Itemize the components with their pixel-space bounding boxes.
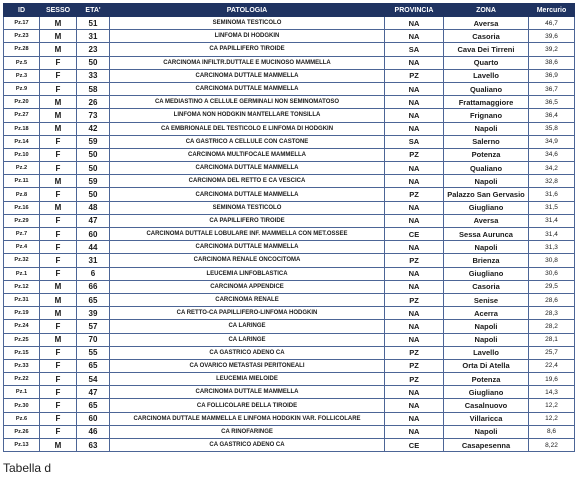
cell-zona: Salerno [444, 135, 529, 148]
cell-mercurio: 31,4 [529, 214, 575, 227]
cell-id: Pz.8 [4, 188, 40, 201]
cell-id: Pz.19 [4, 307, 40, 320]
cell-eta: 70 [77, 333, 110, 346]
cell-patologia: CARCINOMA DUTTALE MAMMELLA [110, 82, 385, 95]
cell-zona: Qualiano [444, 82, 529, 95]
table-caption: Tabella d [3, 461, 52, 475]
cell-id: Pz.29 [4, 214, 40, 227]
cell-mercurio: 38,6 [529, 56, 575, 69]
cell-eta: 60 [77, 228, 110, 241]
cell-eta: 31 [77, 30, 110, 43]
table-row [4, 412, 575, 425]
cell-zona: Aversa [444, 214, 529, 227]
cell-sesso: M [40, 439, 77, 452]
cell-mercurio: 30,6 [529, 267, 575, 280]
cell-id: Pz.15 [4, 346, 40, 359]
cell-provincia: NA [385, 214, 444, 227]
cell-eta: 46 [77, 425, 110, 438]
cell-id: Pz.14 [4, 135, 40, 148]
cell-id: Pz.12 [4, 280, 40, 293]
cell-eta: 48 [77, 201, 110, 214]
cell-zona: Napoli [444, 425, 529, 438]
cell-eta: 73 [77, 109, 110, 122]
cell-patologia: LEUCEMIA LINFOBLASTICA [110, 267, 385, 280]
cell-mercurio: 36,7 [529, 82, 575, 95]
cell-provincia: NA [385, 241, 444, 254]
cell-provincia: NA [385, 280, 444, 293]
cell-eta: 42 [77, 122, 110, 135]
cell-patologia: CARCINOMA APPENDICE [110, 280, 385, 293]
cell-sesso: M [40, 280, 77, 293]
cell-eta: 23 [77, 43, 110, 56]
cell-id: Pz.30 [4, 399, 40, 412]
table-row [4, 188, 575, 201]
cell-patologia: CARCINOMA DUTTALE LOBULARE INF. MAMMELLA CON MET.OSSEE [110, 228, 385, 241]
cell-id: Pz.28 [4, 43, 40, 56]
cell-provincia: NA [385, 109, 444, 122]
cell-provincia: PZ [385, 293, 444, 306]
cell-provincia: NA [385, 267, 444, 280]
cell-sesso: F [40, 162, 77, 175]
table-row [4, 320, 575, 333]
cell-patologia: CA PAPILLIFERO TIROIDE [110, 214, 385, 227]
cell-patologia: CA OVARICO METASTASI PERITONEALI [110, 359, 385, 372]
table-body [4, 17, 575, 452]
cell-eta: 63 [77, 439, 110, 452]
cell-eta: 26 [77, 96, 110, 109]
cell-eta: 50 [77, 56, 110, 69]
cell-sesso: F [40, 346, 77, 359]
cell-patologia: CA GASTRICO A CELLULE CON CASTONE [110, 135, 385, 148]
cell-zona: Senise [444, 293, 529, 306]
cell-patologia: SEMINOMA TESTICOLO [110, 17, 385, 30]
cell-mercurio: 36,5 [529, 96, 575, 109]
cell-mercurio: 28,3 [529, 307, 575, 320]
table-row [4, 69, 575, 82]
cell-mercurio: 32,8 [529, 175, 575, 188]
cell-id: Pz.9 [4, 82, 40, 95]
cell-sesso: M [40, 307, 77, 320]
table-row [4, 228, 575, 241]
cell-mercurio: 39,6 [529, 30, 575, 43]
cell-sesso: F [40, 188, 77, 201]
cell-mercurio: 36,4 [529, 109, 575, 122]
cell-mercurio: 31,3 [529, 241, 575, 254]
cell-sesso: M [40, 122, 77, 135]
cell-provincia: NA [385, 96, 444, 109]
table-row [4, 425, 575, 438]
cell-sesso: M [40, 17, 77, 30]
cell-zona: Napoli [444, 333, 529, 346]
cell-id: Pz.17 [4, 17, 40, 30]
cell-zona: Acerra [444, 307, 529, 320]
table-row [4, 214, 575, 227]
cell-id: Pz.22 [4, 373, 40, 386]
table-row [4, 399, 575, 412]
cell-zona: Lavello [444, 69, 529, 82]
patients-table [3, 3, 575, 452]
cell-zona: Villaricca [444, 412, 529, 425]
table-row [4, 162, 575, 175]
cell-provincia: NA [385, 399, 444, 412]
cell-id: Pz.18 [4, 122, 40, 135]
header-sesso: SESSO [40, 4, 77, 17]
cell-id: Pz.6 [4, 412, 40, 425]
cell-provincia: CE [385, 228, 444, 241]
cell-sesso: M [40, 293, 77, 306]
cell-patologia: CA GASTRICO ADENO CA [110, 439, 385, 452]
cell-eta: 50 [77, 148, 110, 161]
cell-patologia: CA LARINGE [110, 333, 385, 346]
cell-sesso: F [40, 69, 77, 82]
cell-zona: Potenza [444, 148, 529, 161]
cell-patologia: CARCINOMA INFILTR.DUTTALE E MUCINOSO MAMMELLA [110, 56, 385, 69]
table-row [4, 373, 575, 386]
table-row [4, 175, 575, 188]
header-zona: ZONA [444, 4, 529, 17]
cell-mercurio: 36,9 [529, 69, 575, 82]
cell-patologia: CARCINOMA DUTTALE MAMMELLA E LINFOMA HODGKIN VAR. FOLLICOLARE [110, 412, 385, 425]
cell-sesso: F [40, 56, 77, 69]
cell-zona: Lavello [444, 346, 529, 359]
cell-provincia: PZ [385, 254, 444, 267]
cell-eta: 47 [77, 386, 110, 399]
cell-mercurio: 29,5 [529, 280, 575, 293]
cell-provincia: PZ [385, 69, 444, 82]
cell-mercurio: 14,3 [529, 386, 575, 399]
cell-provincia: NA [385, 122, 444, 135]
cell-eta: 66 [77, 280, 110, 293]
cell-sesso: F [40, 425, 77, 438]
cell-mercurio: 34,2 [529, 162, 575, 175]
cell-provincia: NA [385, 175, 444, 188]
cell-provincia: PZ [385, 359, 444, 372]
cell-sesso: F [40, 386, 77, 399]
cell-eta: 51 [77, 17, 110, 30]
cell-id: Pz.25 [4, 333, 40, 346]
cell-zona: Giugliano [444, 267, 529, 280]
cell-provincia: NA [385, 162, 444, 175]
cell-patologia: CARCINOMA DUTTALE MAMMELLA [110, 188, 385, 201]
cell-provincia: NA [385, 307, 444, 320]
cell-provincia: SA [385, 43, 444, 56]
table-row [4, 254, 575, 267]
cell-eta: 59 [77, 135, 110, 148]
table-container [3, 3, 574, 452]
cell-id: Pz.16 [4, 201, 40, 214]
cell-zona: Qualiano [444, 162, 529, 175]
cell-sesso: F [40, 214, 77, 227]
table-row [4, 293, 575, 306]
cell-mercurio: 46,7 [529, 17, 575, 30]
table-header-row [4, 4, 575, 17]
table-row [4, 148, 575, 161]
header-provincia: PROVINCIA [385, 4, 444, 17]
cell-id: Pz.2 [4, 162, 40, 175]
cell-sesso: M [40, 175, 77, 188]
table-row [4, 333, 575, 346]
cell-id: Pz.32 [4, 254, 40, 267]
cell-eta: 33 [77, 69, 110, 82]
table-row [4, 346, 575, 359]
table-row [4, 96, 575, 109]
cell-eta: 65 [77, 359, 110, 372]
cell-mercurio: 30,8 [529, 254, 575, 267]
cell-patologia: CA PAPILLIFERO TIROIDE [110, 43, 385, 56]
cell-mercurio: 28,1 [529, 333, 575, 346]
cell-patologia: LEUCEMIA MIELOIDE [110, 373, 385, 386]
cell-id: Pz.24 [4, 320, 40, 333]
cell-provincia: NA [385, 333, 444, 346]
cell-id: Pz.26 [4, 425, 40, 438]
cell-eta: 6 [77, 267, 110, 280]
cell-patologia: LINFOMA DI HODGKIN [110, 30, 385, 43]
cell-zona: Casoria [444, 280, 529, 293]
cell-zona: Palazzo San Gervasio [444, 188, 529, 201]
cell-eta: 58 [77, 82, 110, 95]
cell-eta: 31 [77, 254, 110, 267]
cell-id: Pz.13 [4, 439, 40, 452]
cell-eta: 47 [77, 214, 110, 227]
cell-mercurio: 39,2 [529, 43, 575, 56]
cell-sesso: F [40, 399, 77, 412]
cell-provincia: NA [385, 56, 444, 69]
cell-zona: Napoli [444, 241, 529, 254]
cell-patologia: CARCINOMA DEL RETTO E CA VESCICA [110, 175, 385, 188]
cell-id: Pz.31 [4, 293, 40, 306]
cell-id: Pz.7 [4, 228, 40, 241]
cell-id: Pz.11 [4, 175, 40, 188]
table-row [4, 56, 575, 69]
table-row [4, 201, 575, 214]
table-row [4, 122, 575, 135]
cell-eta: 59 [77, 175, 110, 188]
cell-sesso: M [40, 43, 77, 56]
cell-provincia: NA [385, 201, 444, 214]
table-row [4, 307, 575, 320]
table-row [4, 241, 575, 254]
cell-mercurio: 25,7 [529, 346, 575, 359]
cell-zona: Casoria [444, 30, 529, 43]
cell-eta: 50 [77, 162, 110, 175]
cell-eta: 55 [77, 346, 110, 359]
cell-eta: 44 [77, 241, 110, 254]
cell-patologia: LINFOMA NON HODGKIN MANTELLARE TONSILLA [110, 109, 385, 122]
cell-sesso: F [40, 320, 77, 333]
cell-mercurio: 28,6 [529, 293, 575, 306]
cell-id: Pz.27 [4, 109, 40, 122]
cell-mercurio: 19,6 [529, 373, 575, 386]
cell-patologia: CARCINOMA DUTTALE MAMMELLA [110, 69, 385, 82]
table-row [4, 43, 575, 56]
cell-sesso: F [40, 241, 77, 254]
cell-eta: 65 [77, 293, 110, 306]
cell-sesso: M [40, 201, 77, 214]
cell-sesso: M [40, 30, 77, 43]
cell-id: Pz.20 [4, 96, 40, 109]
cell-zona: Giugliano [444, 201, 529, 214]
cell-zona: Frattamaggiore [444, 96, 529, 109]
table-row [4, 30, 575, 43]
cell-provincia: NA [385, 386, 444, 399]
cell-patologia: SEMINOMA TESTICOLO [110, 201, 385, 214]
cell-mercurio: 31,5 [529, 201, 575, 214]
cell-sesso: F [40, 359, 77, 372]
cell-zona: Casapesenna [444, 439, 529, 452]
cell-zona: Brienza [444, 254, 529, 267]
cell-provincia: SA [385, 135, 444, 148]
cell-sesso: F [40, 135, 77, 148]
cell-patologia: CA LARINGE [110, 320, 385, 333]
header-mercurio: Mercurio [529, 4, 575, 17]
cell-mercurio: 35,8 [529, 122, 575, 135]
table-row [4, 280, 575, 293]
cell-patologia: CA GASTRICO ADENO CA [110, 346, 385, 359]
cell-patologia: CARCINOMA DUTTALE MAMMELLA [110, 162, 385, 175]
cell-patologia: CARCINOMA DUTTALE MAMMELLA [110, 386, 385, 399]
cell-sesso: F [40, 373, 77, 386]
table-row [4, 439, 575, 452]
cell-id: Pz.1 [4, 267, 40, 280]
cell-mercurio: 28,2 [529, 320, 575, 333]
cell-zona: Orta Di Atella [444, 359, 529, 372]
table-row [4, 267, 575, 280]
cell-zona: Potenza [444, 373, 529, 386]
table-row [4, 17, 575, 30]
cell-mercurio: 12,2 [529, 399, 575, 412]
cell-patologia: CA MEDIASTINO A CELLULE GERMINALI NON SEMINOMATOSO [110, 96, 385, 109]
cell-id: Pz.4 [4, 241, 40, 254]
cell-provincia: PZ [385, 148, 444, 161]
cell-mercurio: 12,2 [529, 412, 575, 425]
cell-sesso: F [40, 267, 77, 280]
cell-zona: Frignano [444, 109, 529, 122]
cell-provincia: NA [385, 30, 444, 43]
cell-sesso: M [40, 333, 77, 346]
cell-id: Pz.5 [4, 56, 40, 69]
cell-zona: Napoli [444, 175, 529, 188]
table-row [4, 109, 575, 122]
cell-eta: 50 [77, 188, 110, 201]
cell-provincia: NA [385, 17, 444, 30]
cell-provincia: PZ [385, 346, 444, 359]
cell-mercurio: 34,9 [529, 135, 575, 148]
cell-zona: Cava Dei Tirreni [444, 43, 529, 56]
header-patologia: PATOLOGIA [110, 4, 385, 17]
cell-mercurio: 31,6 [529, 188, 575, 201]
cell-mercurio: 8,6 [529, 425, 575, 438]
cell-sesso: F [40, 82, 77, 95]
cell-zona: Napoli [444, 122, 529, 135]
cell-provincia: NA [385, 425, 444, 438]
cell-zona: Casalnuovo [444, 399, 529, 412]
cell-patologia: CARCINOMA DUTTALE MAMMELLA [110, 241, 385, 254]
cell-zona: Quarto [444, 56, 529, 69]
cell-patologia: CA RINOFARINGE [110, 425, 385, 438]
cell-sesso: F [40, 148, 77, 161]
cell-mercurio: 34,6 [529, 148, 575, 161]
cell-id: Pz.23 [4, 30, 40, 43]
cell-patologia: CARCINOMA MULTIFOCALE MAMMELLA [110, 148, 385, 161]
table-row [4, 359, 575, 372]
cell-sesso: F [40, 412, 77, 425]
cell-provincia: NA [385, 412, 444, 425]
cell-eta: 60 [77, 412, 110, 425]
cell-id: Pz.33 [4, 359, 40, 372]
cell-provincia: NA [385, 320, 444, 333]
cell-eta: 39 [77, 307, 110, 320]
header-id: ID [4, 4, 40, 17]
cell-provincia: PZ [385, 188, 444, 201]
cell-eta: 65 [77, 399, 110, 412]
header-eta: ETA' [77, 4, 110, 17]
cell-sesso: F [40, 228, 77, 241]
table-row [4, 135, 575, 148]
cell-provincia: NA [385, 82, 444, 95]
cell-provincia: CE [385, 439, 444, 452]
cell-patologia: CA RETTO-CA PAPILLIFERO-LINFOMA HODGKIN [110, 307, 385, 320]
cell-id: Pz.1 [4, 386, 40, 399]
cell-id: Pz.3 [4, 69, 40, 82]
cell-zona: Aversa [444, 17, 529, 30]
table-row [4, 82, 575, 95]
cell-zona: Sessa Aurunca [444, 228, 529, 241]
cell-zona: Napoli [444, 320, 529, 333]
cell-patologia: CA FOLLICOLARE DELLA TIROIDE [110, 399, 385, 412]
cell-id: Pz.10 [4, 148, 40, 161]
cell-sesso: F [40, 254, 77, 267]
cell-eta: 57 [77, 320, 110, 333]
cell-sesso: M [40, 96, 77, 109]
cell-mercurio: 22,4 [529, 359, 575, 372]
cell-mercurio: 8,22 [529, 439, 575, 452]
cell-eta: 54 [77, 373, 110, 386]
cell-patologia: CA EMBRIONALE DEL TESTICOLO E LINFOMA DI HODGKIN [110, 122, 385, 135]
cell-zona: Giugliano [444, 386, 529, 399]
table-row [4, 386, 575, 399]
cell-patologia: CARCINOMA RENALE [110, 293, 385, 306]
cell-mercurio: 31,4 [529, 228, 575, 241]
cell-patologia: CARCINOMA RENALE ONCOCITOMA [110, 254, 385, 267]
cell-sesso: M [40, 109, 77, 122]
cell-provincia: PZ [385, 373, 444, 386]
